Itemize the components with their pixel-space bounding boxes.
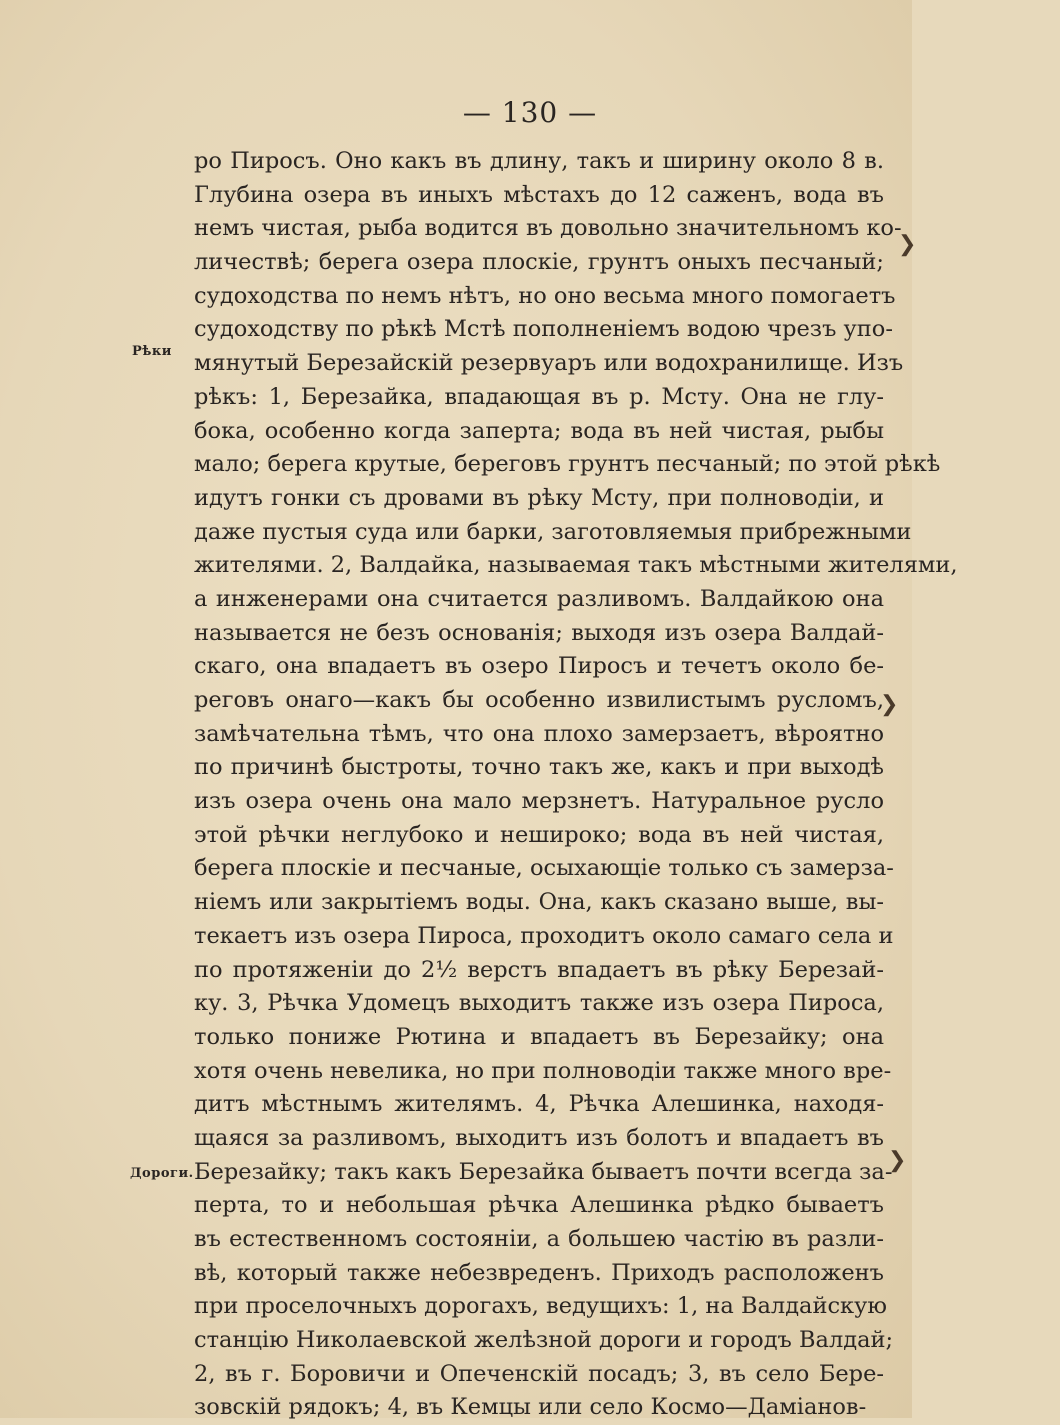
edge-mark-icon: ❯ (898, 232, 917, 257)
page-number: — 130 — (462, 96, 598, 129)
text-line: этой рѣчки неглубоко и неширoко; вода въ ней чистая, (194, 821, 884, 848)
text-line: изъ озера очень она мало мерзнетъ. Натуральное русло (194, 788, 884, 815)
text-line: немъ чистая, рыба водится въ довольно значительномъ ко- (194, 215, 902, 242)
text-line: вѣ, который также небезвреденъ. Приходъ расположенъ (194, 1259, 884, 1286)
edge-mark-icon: ❯ (888, 1148, 907, 1173)
text-line: только пониже Рютина и впадаетъ въ Березайку; она (194, 1023, 884, 1050)
text-line: по протяженіи до 2½ верстъ впадаетъ въ рѣку Березай- (194, 956, 884, 983)
text-line: мало; берега крутые, береговъ грунтъ песчаный; по этой рѣкѣ (194, 451, 941, 478)
text-line: щаяся за разливомъ, выходитъ изъ болотъ и впадаетъ въ (194, 1124, 884, 1151)
text-line: Березайку; такъ какъ Березайка бываетъ почти всегда за- (194, 1158, 893, 1185)
text-line: рѣкъ: 1, Березайка, впадающая въ р. Мсту. Она не глу- (194, 383, 884, 410)
text-line: перта, то и небольшая рѣчка Алешинка рѣдко бываетъ (194, 1192, 884, 1219)
text-line: въ естественномъ состояніи, а большею частію въ разли- (194, 1226, 884, 1252)
text-line: называется не безъ основанія; выходя изъ озера Валдай- (194, 619, 884, 646)
text-line: жителями. 2, Валдайка, называемая такъ мѣстными жителями, (194, 552, 958, 579)
text-line: зовскій рядокъ; 4, въ Кемцы или село Космо—Даміанов- (194, 1394, 867, 1421)
text-line: ро Пиросъ. Оно какъ въ длину, такъ и ширину около 8 в. (194, 148, 884, 174)
text-line: ку. 3, Рѣчка Удомецъ выходитъ также изъ озера Пироса, (194, 990, 884, 1017)
text-line: судоходства по немъ нѣтъ, но оно весьма много помогаетъ (194, 282, 896, 309)
text-line: текаетъ изъ озера Пироса, проходитъ около самаго села и (194, 922, 894, 949)
text-line: реговъ онаго—какъ бы особенно извилистымъ русломъ, (194, 687, 884, 713)
text-line: бока, особенно когда заперта; вода въ ней чистая, рыбы (194, 417, 884, 444)
text-line: дитъ мѣстнымъ жителямъ. 4, Рѣчка Алешинка, находя- (194, 1091, 884, 1118)
text-line: даже пустыя суда или барки, заготовляемыя прибрежными (194, 518, 912, 545)
text-line: замѣчательна тѣмъ, что она плохо замерзаетъ, вѣроятно (194, 720, 884, 747)
text-line: мянутый Березайскій резервуаръ или водохранилище. Изъ (194, 350, 904, 377)
body-text (194, 145, 958, 1425)
edge-mark-icon: ❯ (880, 692, 899, 717)
text-line: станцію Николаевской желѣзной дороги и городъ Валдай; (194, 1327, 894, 1354)
text-line: судоходству по рѣкѣ Мстѣ пополненіемъ водою чрезъ упо- (194, 316, 893, 343)
text-line: Глубина озера въ иныхъ мѣстахъ до 12 саженъ, вода въ (194, 181, 884, 208)
text-line: 2, въ г. Боровичи и Опеченскій посадъ; 3, въ село Бере- (194, 1360, 884, 1387)
text-line: личествѣ; берега озера плоскіе, грунтъ оныхъ песчаный; (194, 249, 884, 276)
margin-note-roads: Дороги. (130, 1166, 194, 1181)
text-line: скаго, она впадаетъ въ озеро Пиросъ и течетъ около бе- (194, 653, 884, 680)
text-line: идутъ гонки съ дровами въ рѣку Мсту, при полноводіи, и (194, 484, 884, 511)
text-line: по причинѣ быстроты, точно такъ же, какъ и при выходѣ (194, 754, 884, 781)
text-line: хотя очень невелика, но при полноводіи также много вре- (194, 1057, 892, 1084)
text-line: берега плоскіе и песчаные, осыхающіе только съ замерза- (194, 855, 894, 882)
text-line: при проселочныхъ дорогахъ, ведущихъ: 1, на Валдайскую (194, 1293, 887, 1320)
text-line: а инженерами она считается разливомъ. Валдайкою она (194, 585, 884, 612)
margin-note-rivers: Рѣки (132, 344, 172, 359)
text-line: ніемъ или закрытіемъ воды. Она, какъ сказано выше, вы- (194, 889, 884, 916)
